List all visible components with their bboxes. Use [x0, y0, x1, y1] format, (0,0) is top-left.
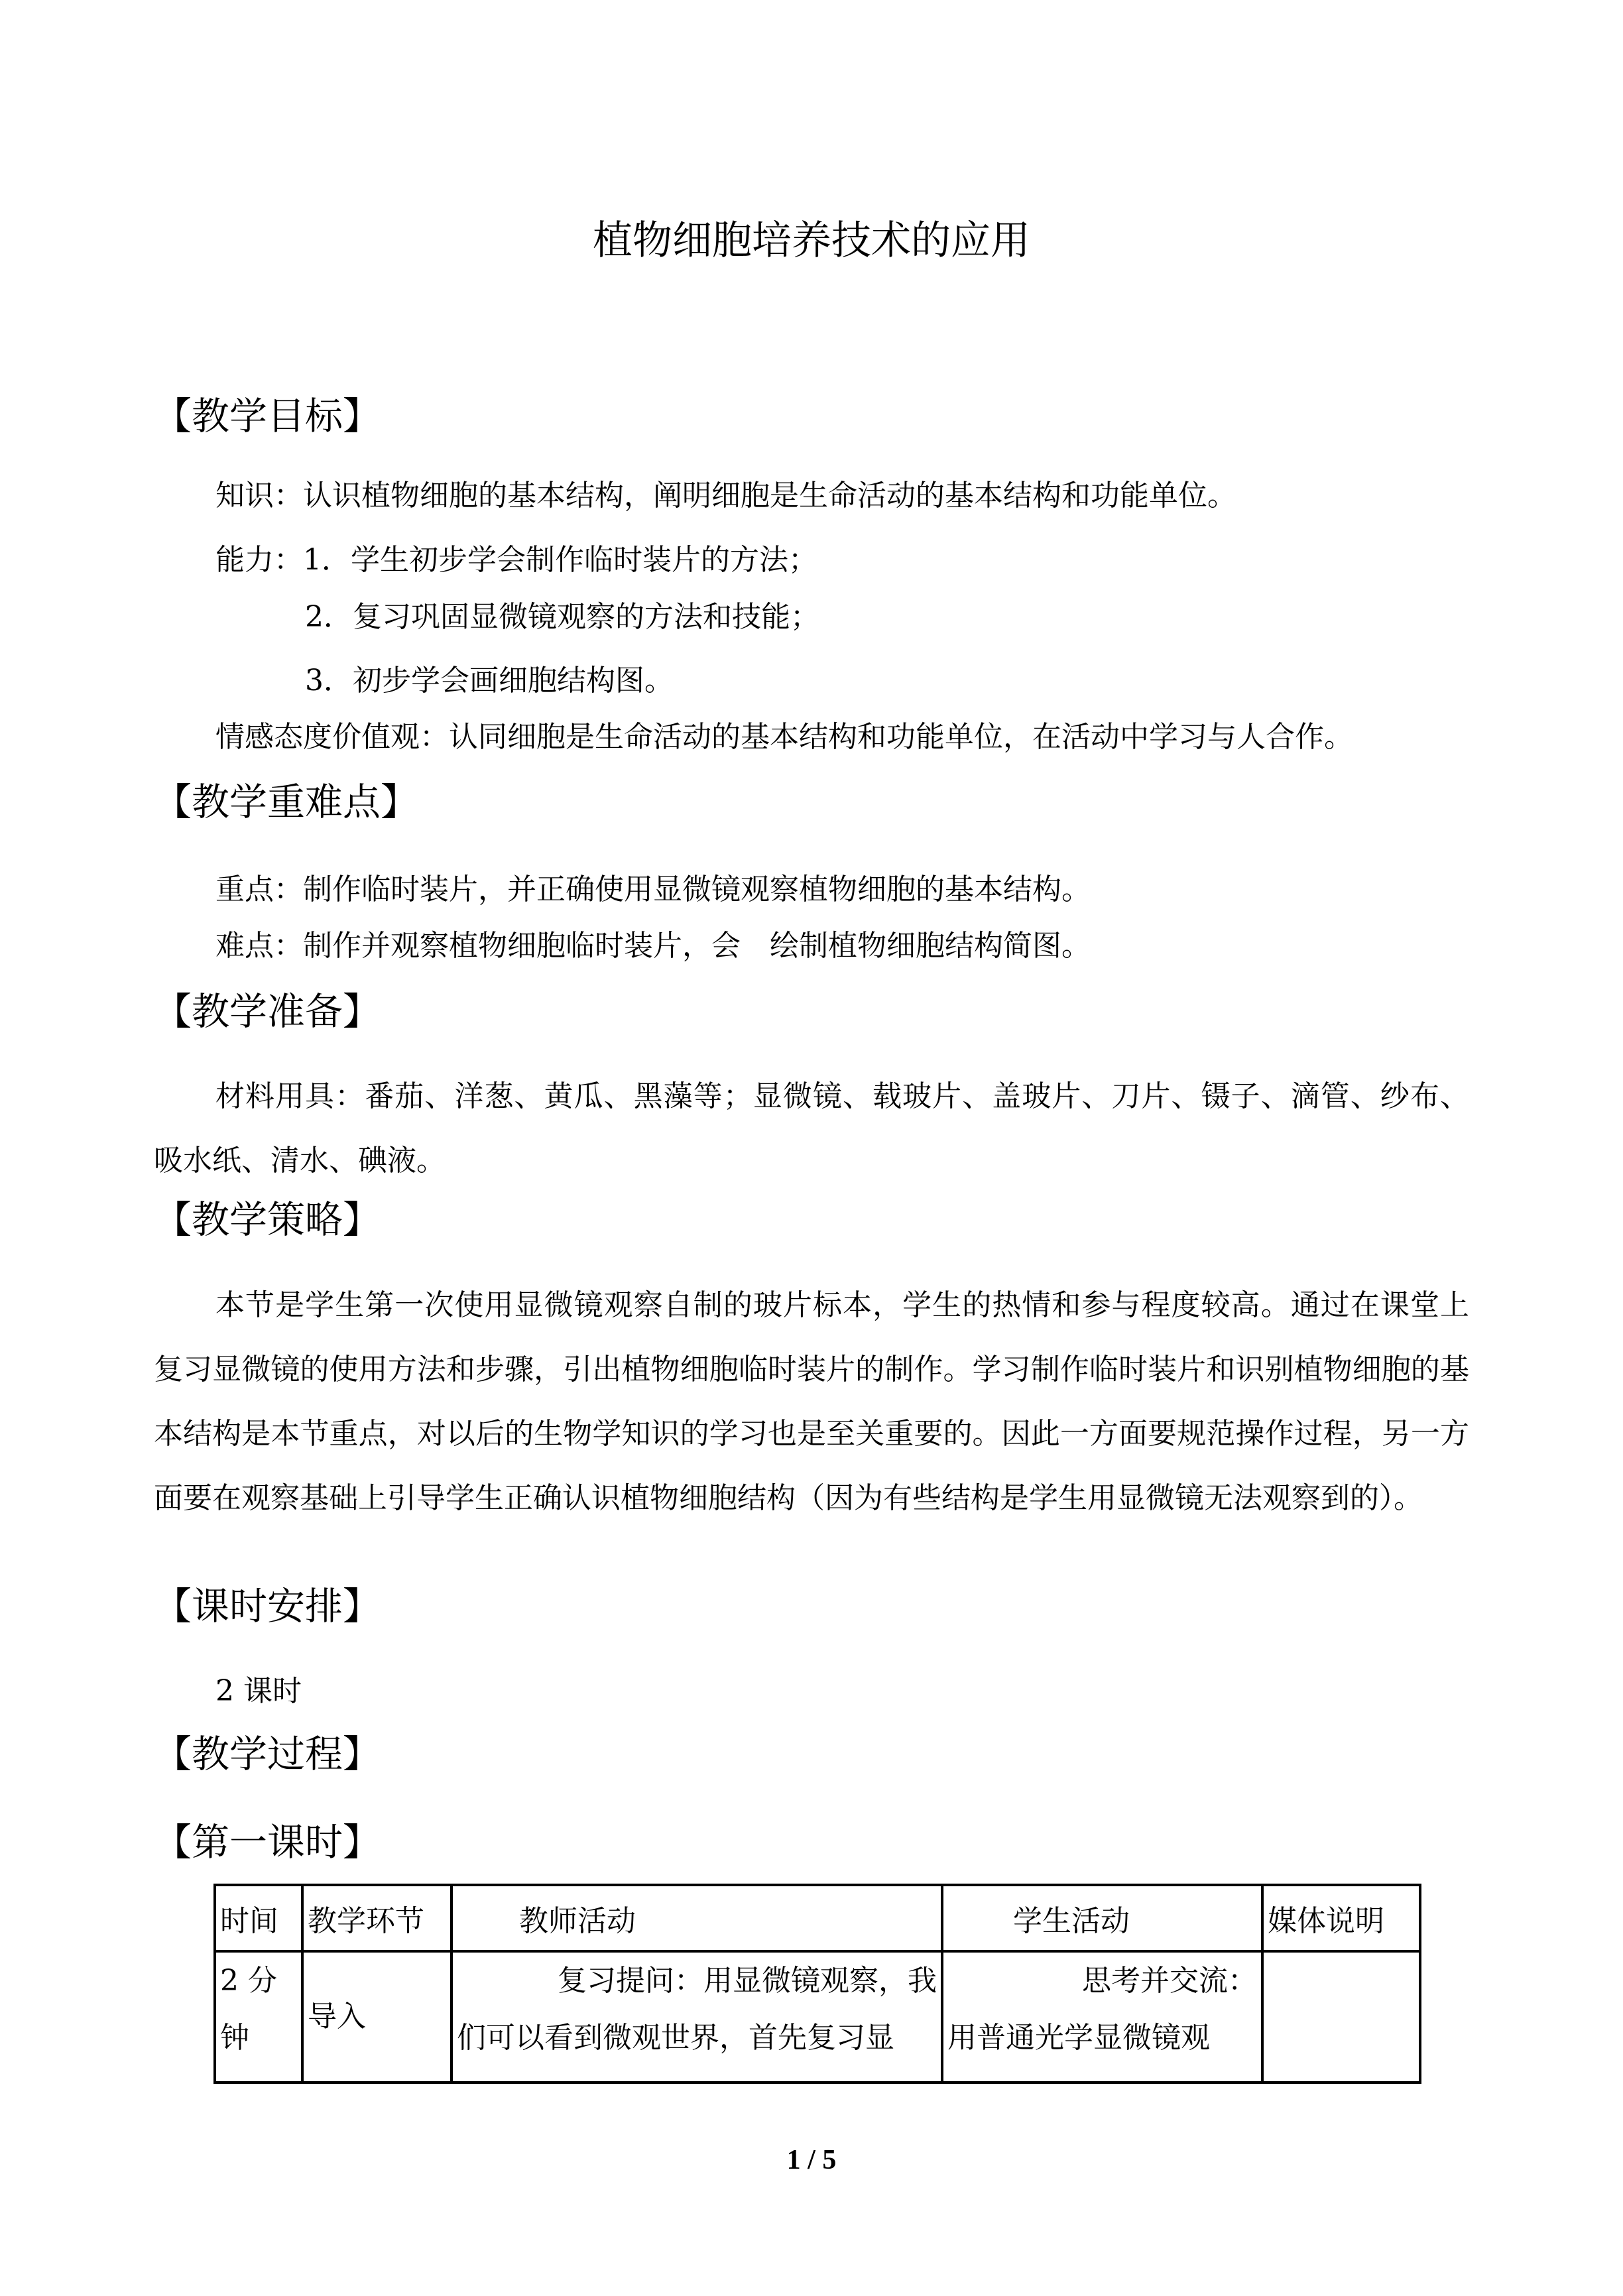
header-stage: 教学环节 [302, 1885, 451, 1951]
page-number: 1 / 5 [786, 2145, 837, 2175]
header-teacher-activity: 教师活动 [451, 1885, 942, 1951]
lesson-table [213, 1884, 1421, 2084]
cell-stage: 导入 [302, 1951, 451, 2083]
schedule-text: 2 课时 [215, 1674, 302, 1708]
objective-ability-2: 2．复习巩固显微镜观察的方法和技能； [305, 600, 819, 634]
objective-ability-3: 3．初步学会画细胞结构图。 [305, 664, 674, 697]
objective-ability-1: 能力：1．学生初步学会制作临时装片的方法； [215, 543, 817, 577]
cell-teacher-activity [451, 1951, 942, 2083]
cell-media [1262, 1951, 1420, 2083]
objective-knowledge: 知识：认识植物细胞的基本结构，阐明细胞是生命活动的基本结构和功能单位。 [215, 479, 1236, 513]
student-activity-line-1: 思考并交流： [1082, 1964, 1257, 1998]
strategy-text: 本节是学生第一次使用显微镜观察自制的玻片标本，学生的热情和参与程度较高。通过在课堂上复习显微镜的使用方法和步骤，引出植物细胞临时装片的制作。学习制作临时装片和识别植物细胞的基本结构是本节重点，对以后的生物学知识的学习也是至关重要的。因此一方面要规范操作过程，另一方面要在观察基础上引导学生正确认识植物细胞结构（因为有些结构是学生用显微镜无法观察到的）。 [154, 1288, 1469, 1515]
key-point-text: 重点：制作临时装片，并正确使用显微镜观察植物细胞的基本结构。 [215, 873, 1091, 906]
teacher-activity-line-1: 复习提问：用显微镜观察，我 [558, 1964, 937, 1998]
heading-preparation: 【教学准备】 [154, 990, 381, 1034]
objective-emotion: 情感态度价值观：认同细胞是生命活动的基本结构和功能单位，在活动中学习与人合作。 [215, 720, 1353, 754]
table-header-row [215, 1885, 1420, 1951]
heading-key-points: 【教学重难点】 [154, 780, 418, 824]
difficulty-text: 难点：制作并观察植物细胞临时装片，会 绘制植物细胞结构简图。 [215, 929, 1091, 963]
teacher-activity-line-2: 们可以看到微观世界，首先复习显 [457, 2021, 894, 2055]
student-activity-line-2: 用普通光学显微镜观 [947, 2021, 1210, 2055]
preparation-materials: 材料用具：番茄、洋葱、黄瓜、黑藻等；显微镜、载玻片、盖玻片、刀片、镊子、滴管、纱布、吸水纸、清水、碘液。 [154, 1079, 1469, 1178]
header-time: 时间 [215, 1885, 302, 1951]
heading-process: 【教学过程】 [154, 1732, 381, 1776]
cell-time: 2 分钟 [215, 1951, 302, 2083]
heading-objectives: 【教学目标】 [154, 394, 381, 438]
cell-student-activity [942, 1951, 1262, 2083]
heading-schedule: 【课时安排】 [154, 1585, 381, 1628]
heading-first-lesson: 【第一课时】 [154, 1821, 381, 1864]
page-title: 植物细胞培养技术的应用 [593, 217, 1030, 264]
table-row [215, 1951, 1420, 2083]
header-media: 媒体说明 [1262, 1885, 1420, 1951]
heading-strategy: 【教学策略】 [154, 1198, 381, 1242]
header-student-activity: 学生活动 [942, 1885, 1262, 1951]
